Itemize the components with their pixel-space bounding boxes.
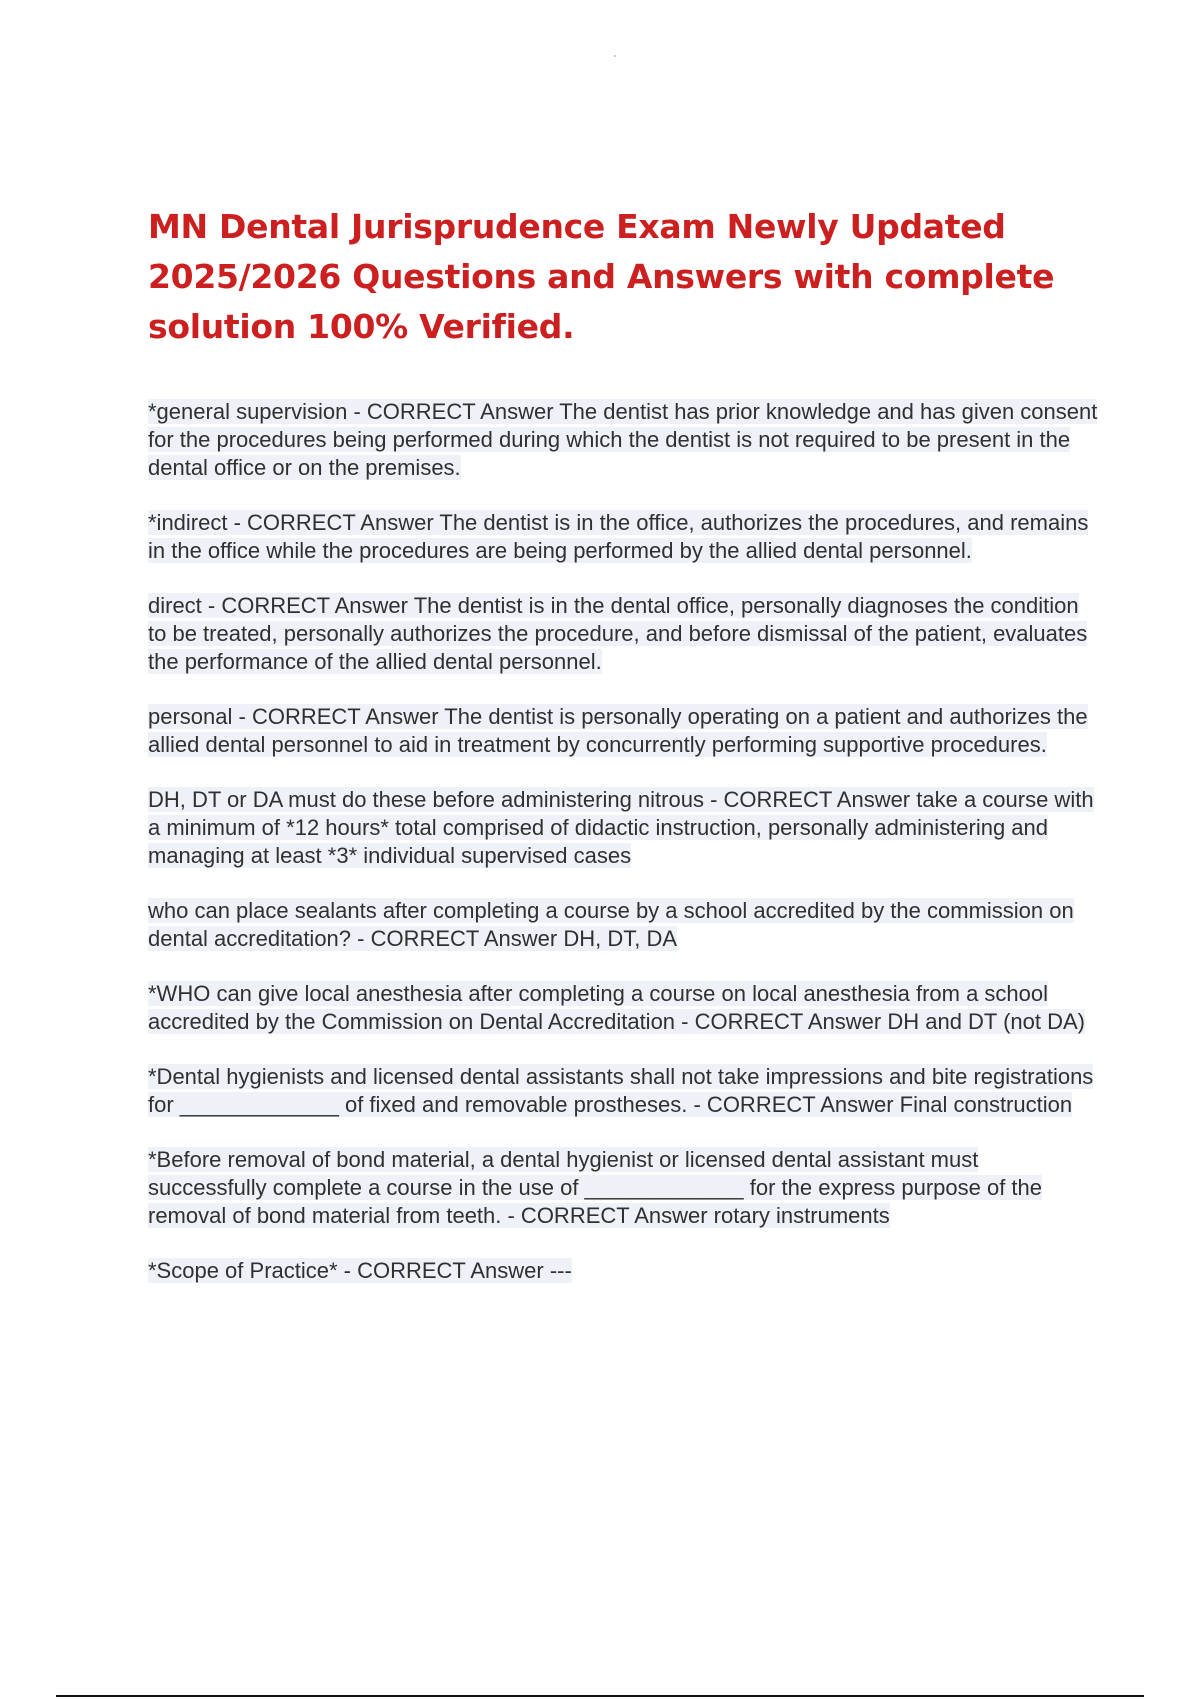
footer-rule bbox=[56, 1695, 1144, 1697]
document-title: MN Dental Jurisprudence Exam Newly Updated 2025/2026 Questions and Answers with complete solution 100% Verified. bbox=[148, 207, 1055, 346]
qa-entry-bond-removal bbox=[148, 1146, 1098, 1230]
qa-entry-text: who can place sealants after completing a course by a school accredited by the commission on dental accreditation? - CORRECT Answer DH, DT, DA bbox=[148, 898, 1074, 951]
qa-entry-text: *general supervision - CORRECT Answer The dentist has prior knowledge and has given consent for the procedures being performed during which the dentist is not required to be present in the dental office or on the premises. bbox=[148, 399, 1098, 480]
qa-entry-scope-of-practice bbox=[148, 1257, 1098, 1285]
qa-entry-local-anesthesia bbox=[148, 980, 1098, 1036]
qa-entry-text: *Before removal of bond material, a dental hygienist or licensed dental assistant must successfully complete a course in the use of _____________ for the express purpose of the removal of bond material from teeth. - CORRECT Answer rotary instruments bbox=[148, 1147, 1043, 1228]
qa-entry-indirect bbox=[148, 509, 1098, 565]
qa-entry-text: *Scope of Practice* - CORRECT Answer --- bbox=[148, 1258, 572, 1283]
qa-entry-text: *indirect - CORRECT Answer The dentist is in the office, authorizes the procedures, and remains in the office while the procedures are being performed by the allied dental personnel. bbox=[148, 510, 1089, 563]
scan-artifact-dot bbox=[614, 55, 616, 57]
qa-entry-text: *Dental hygienists and licensed dental assistants shall not take impressions and bite registrations for _____________ of fixed and removable prostheses. - CORRECT Answer Final construction bbox=[148, 1064, 1094, 1117]
qa-entry-sealants bbox=[148, 897, 1098, 953]
qa-entry-nitrous bbox=[148, 786, 1098, 870]
qa-entry-general-supervision bbox=[148, 398, 1098, 482]
qa-entry-personal bbox=[148, 703, 1098, 759]
qa-entry-text: personal - CORRECT Answer The dentist is personally operating on a patient and authorizes the allied dental personnel to aid in treatment by concurrently performing supportive procedures. bbox=[148, 704, 1088, 757]
qa-entry-text: *WHO can give local anesthesia after completing a course on local anesthesia from a school accredited by the Commission on Dental Accreditation - CORRECT Answer DH and DT (not DA) bbox=[148, 981, 1085, 1034]
qa-entry-impressions bbox=[148, 1063, 1098, 1119]
qa-list bbox=[148, 398, 1098, 1312]
qa-entry-text: direct - CORRECT Answer The dentist is in the dental office, personally diagnoses the condition to be treated, personally authorizes the procedure, and before dismissal of the patient, evaluates the performance of the allied dental personnel. bbox=[148, 593, 1088, 674]
qa-entry-direct bbox=[148, 592, 1098, 676]
qa-entry-text: DH, DT or DA must do these before administering nitrous - CORRECT Answer take a course with a minimum of *12 hours* total comprised of didactic instruction, personally administering and managing at least *3* individual supervised cases bbox=[148, 787, 1094, 868]
